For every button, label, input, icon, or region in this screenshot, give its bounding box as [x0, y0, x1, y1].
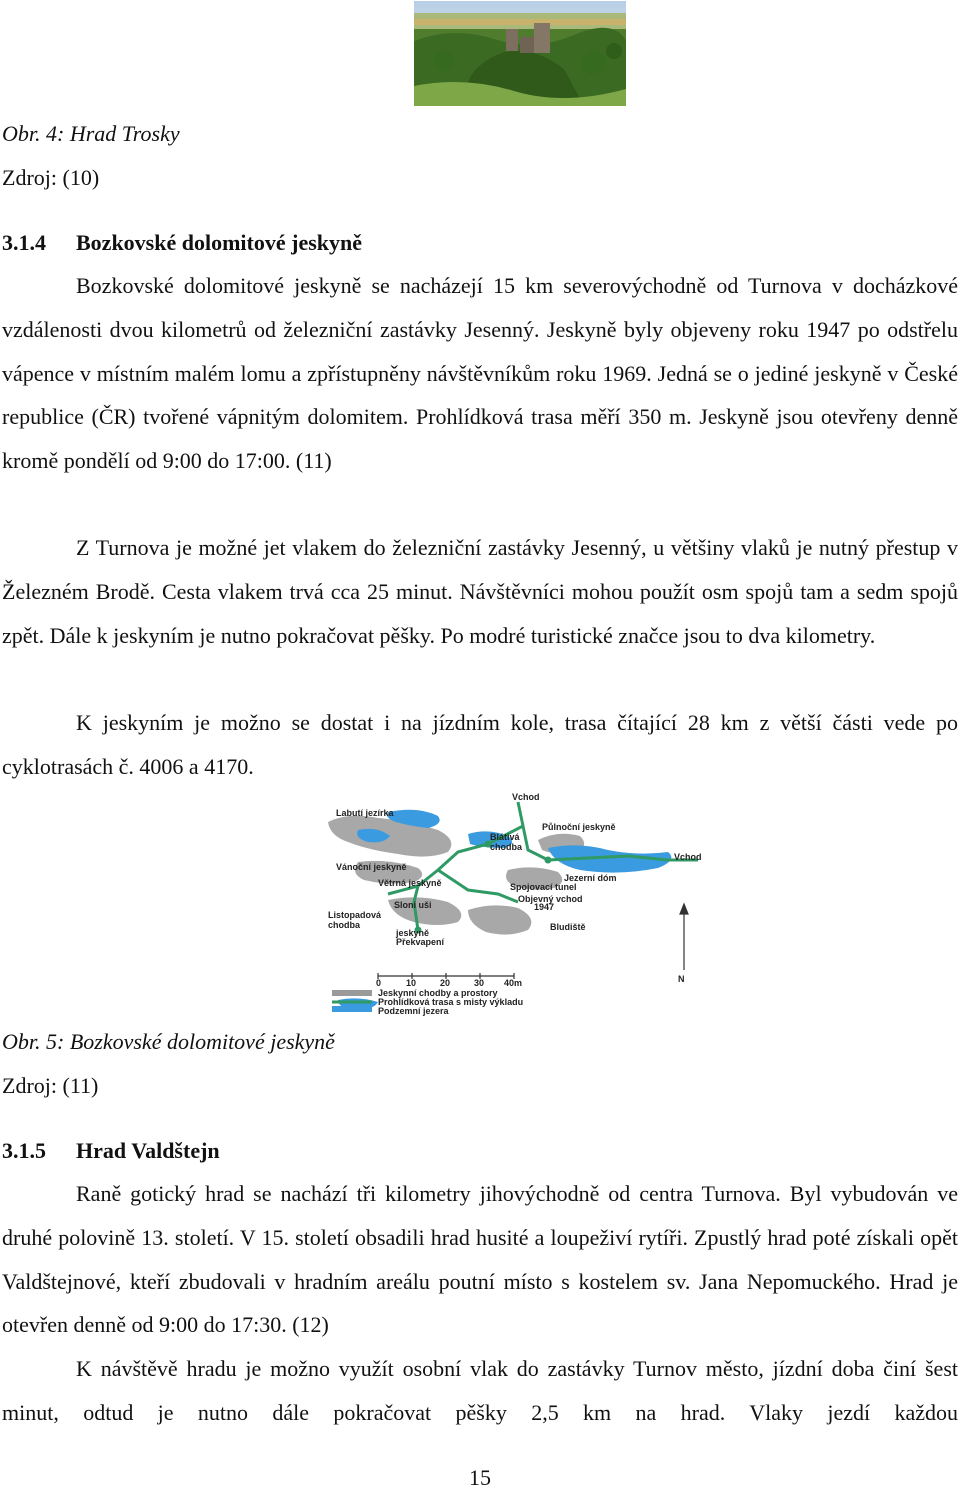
paragraph: K jeskyním je možno se dostat i na jízdním kole, trasa čítající 28 km z větší části vede po cyklotrasách č. 4006 a 4170.	[2, 710, 958, 779]
paragraph: K návštěvě hradu je možno využít osobní vlak do zastávky Turnov město, jízdní doba činí šest minut, odtud je nutno dále pokračovat pěšky 2,5 km na hrad. Vlaky jezdí každou	[2, 1356, 958, 1425]
label-prekvapeni: Překvapení	[396, 937, 445, 947]
label-vanocni-jeskyne: Vánoční jeskyně	[336, 862, 407, 872]
legend-cave: Jeskynní chodby a prostory	[378, 988, 498, 998]
section-3-1-4-heading	[2, 230, 362, 256]
label-vetrna-jeskyne: Větrná jeskyně	[378, 878, 442, 888]
legend-route: Prohlídková trasa s misty výkladu	[378, 997, 524, 1007]
scale-0: 0	[376, 978, 382, 988]
section-number: 3.1.4	[2, 230, 46, 255]
scale-30: 30	[474, 978, 485, 988]
label-sloni-usi: Sloní uši	[394, 900, 432, 910]
label-vchod-top: Vchod	[512, 792, 540, 802]
label-jeskyne: jeskyně	[396, 928, 430, 938]
label-jezerni-dom: Jezerní dóm	[564, 873, 617, 883]
figure-4-source: Zdroj: (10)	[2, 165, 100, 190]
scale-40m: 40m	[504, 978, 523, 988]
scale-10: 10	[406, 978, 417, 988]
section-title: Bozkovské dolomitové jeskyně	[76, 230, 362, 255]
castle-trosky-photo	[414, 1, 626, 106]
north-arrow	[680, 904, 688, 970]
label-chodba: chodba	[490, 842, 523, 852]
label-objevny-vchod: Objevný vchod	[518, 894, 583, 904]
scale-20: 20	[440, 978, 451, 988]
cave-map	[318, 790, 728, 1018]
label-vchod-right: Vchod	[674, 852, 702, 862]
figure-4-caption: Obr. 4: Hrad Trosky	[2, 121, 180, 146]
paragraph: Z Turnova je možné jet vlakem do železniční zastávky Jesenný, u většiny vlaků je nutný přestup v Železném Brodě. Cesta vlakem trvá cca 25 minut. Návštěvníci mohou použít osm spojů tam a sedm spojů zpět. Dále k jeskyním je nutno pokračovat pěšky. Po modré turistické značce jsou to dva kilometry.	[2, 535, 958, 648]
label-year-1947: 1947	[534, 902, 555, 912]
label-labuti-jezirka: Labutí jezírka	[336, 808, 394, 818]
page-number: 15	[469, 1465, 491, 1490]
figure-5-caption: Obr. 5: Bozkovské dolomitové jeskyně	[2, 1029, 335, 1054]
section-title: Hrad Valdštejn	[76, 1138, 220, 1163]
north-label: N	[678, 974, 685, 984]
label-bludiste: Bludiště	[550, 922, 586, 932]
paragraph: Raně gotický hrad se nachází tři kilometry jihovýchodně od centra Turnova. Byl vybudován ve druhé polovině 13. století. V 15. století obsadili hrad husité a loupeživí rytíři. Zpustlý hrad poté získali opět Valdštejnové, kteří zbudovali v hradním areálu poutní místo s kostelem sv. Jana Nepomuckého. Hrad je otevřen denně od 9:00 do 17:30. (12)	[2, 1181, 958, 1338]
figure-5-source: Zdroj: (11)	[2, 1073, 99, 1098]
label-blativa: Blátivá	[490, 832, 520, 842]
paragraph: Bozkovské dolomitové jeskyně se nacházejí 15 km severovýchodně od Turnova v docházkové vzdálenosti dvou kilometrů od železniční zastávky Jesenný. Jeskyně byly objeveny roku 1947 po odstřelu vápence v místním malém lomu a zpřístupněny návštěvníkům roku 1969. Jedná se o jediné jeskyně v České republice (ČR) tvořené vápnitým dolomitem. Prohlídková trasa měří 350 m. Jeskyně jsou otevřeny denně kromě pondělí od 9:00 do 17:00. (11)	[2, 273, 958, 474]
label-spojovaci-tunel: Spojovací tunel	[510, 882, 577, 892]
legend-swatches	[332, 990, 372, 1012]
legend-lakes: Podzemní jezera	[378, 1006, 449, 1016]
label-listopadova: Listopadová	[328, 910, 382, 920]
label-listopadova-chodba: chodba	[328, 920, 361, 930]
section-number: 3.1.5	[2, 1138, 46, 1163]
label-pulnocni-jeskyne: Půlnoční jeskyně	[542, 822, 616, 832]
section-3-1-5-heading	[2, 1138, 220, 1164]
